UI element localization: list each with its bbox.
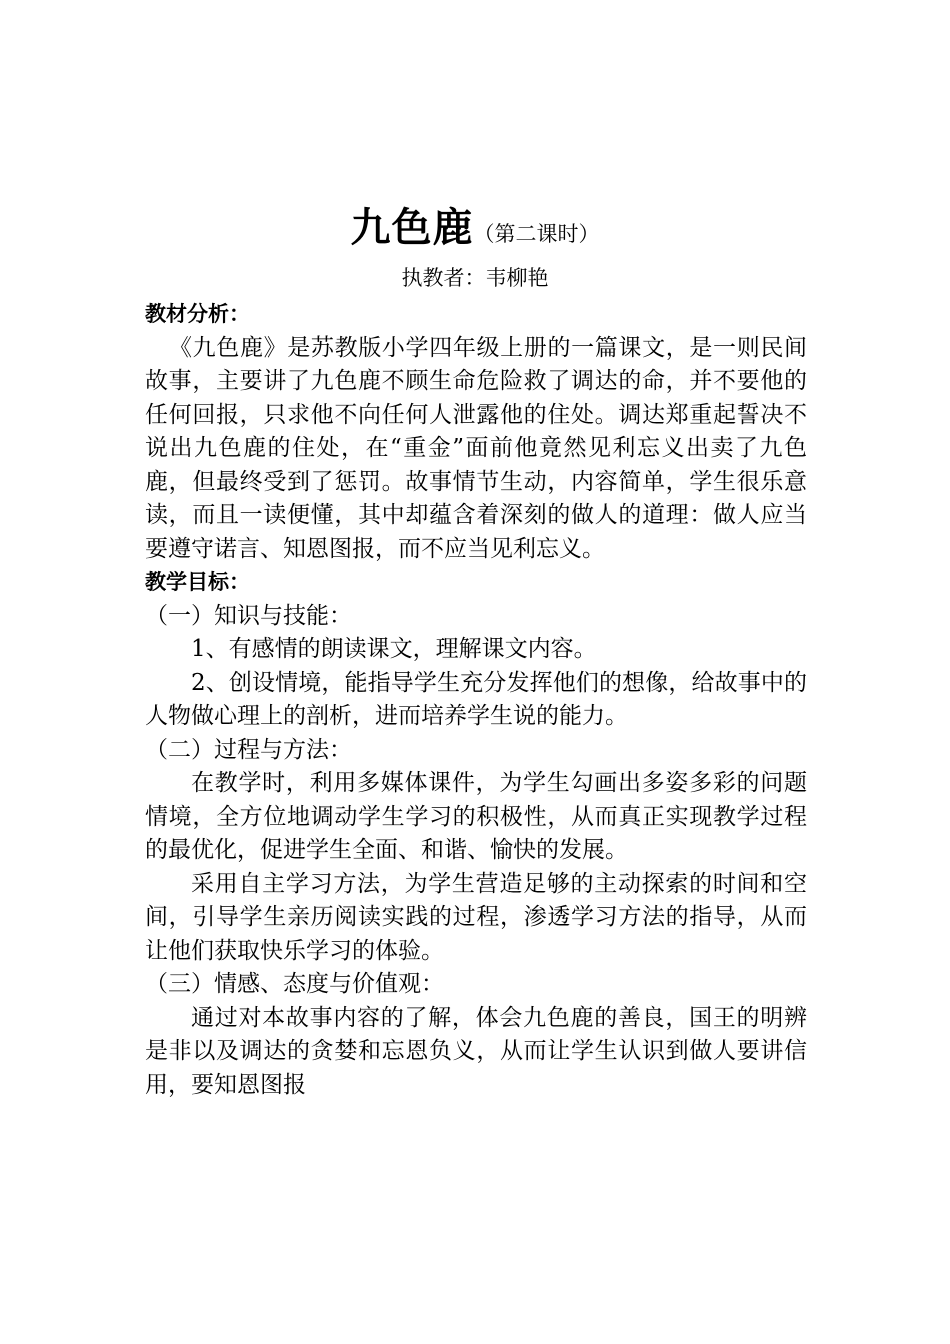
goals-heading: 教学目标： [145,570,250,594]
document-body [145,298,807,1102]
goal2-paragraph-2: 采用自主学习方法，为学生营造足够的主动探索的时间和空间，引导学生亲历阅读实践的过程，渗透学习方法的指导，从而让他们获取快乐学习的体验。 [145,870,807,964]
goal1-item-1: 1、有感情的朗读课文，理解课文内容。 [191,636,597,662]
analysis-heading: 教材分析： [145,302,250,326]
goal3-paragraph-1: 通过对本故事内容的了解，体会九色鹿的善良，国王的明辨是非以及调达的贪婪和忘恩负义，从而让学生认识到做人要讲信用，要知恩图报 [145,1004,807,1098]
document-title: 九色鹿 [350,205,474,251]
analysis-paragraph: 《九色鹿》是苏教版小学四年级上册的一篇课文，是一则民间故事，主要讲了九色鹿不顾生命危险救了调达的命，并不要他的任何回报，只求他不向任何人泄露他的住处。调达郑重起誓决不说出九色鹿的住处，在“重金”面前他竟然见利忘义出卖了九色鹿，但最终受到了惩罚。故事情节生动，内容简单，学生很乐意读，而且一读便懂，其中却蕴含着深刻的做人的道理：做人应当要遵守诺言、知恩图报，而不应当见利忘义。 [145,334,807,562]
goal3-heading: （三）情感、态度与价值观： [145,971,444,997]
goal2-heading: （二）过程与方法： [145,736,352,763]
goal1-item-2: 2、创设情境，能指导学生充分发挥他们的想像，给故事中的人物做心理上的剖析，进而培养学生说的能力。 [145,669,807,729]
title-row [0,196,950,253]
goal2-paragraph-1: 在教学时，利用多媒体课件，为学生勾画出多姿多彩的问题情境，全方位地调动学生学习的积极性，从而真正实现教学过程的最优化，促进学生全面、和谐、愉快的发展。 [145,770,807,863]
goal1-heading: （一）知识与技能： [145,602,352,629]
document-subtitle: （第二课时） [473,222,600,246]
author-line: 执教者：韦柳艳 [401,266,549,290]
